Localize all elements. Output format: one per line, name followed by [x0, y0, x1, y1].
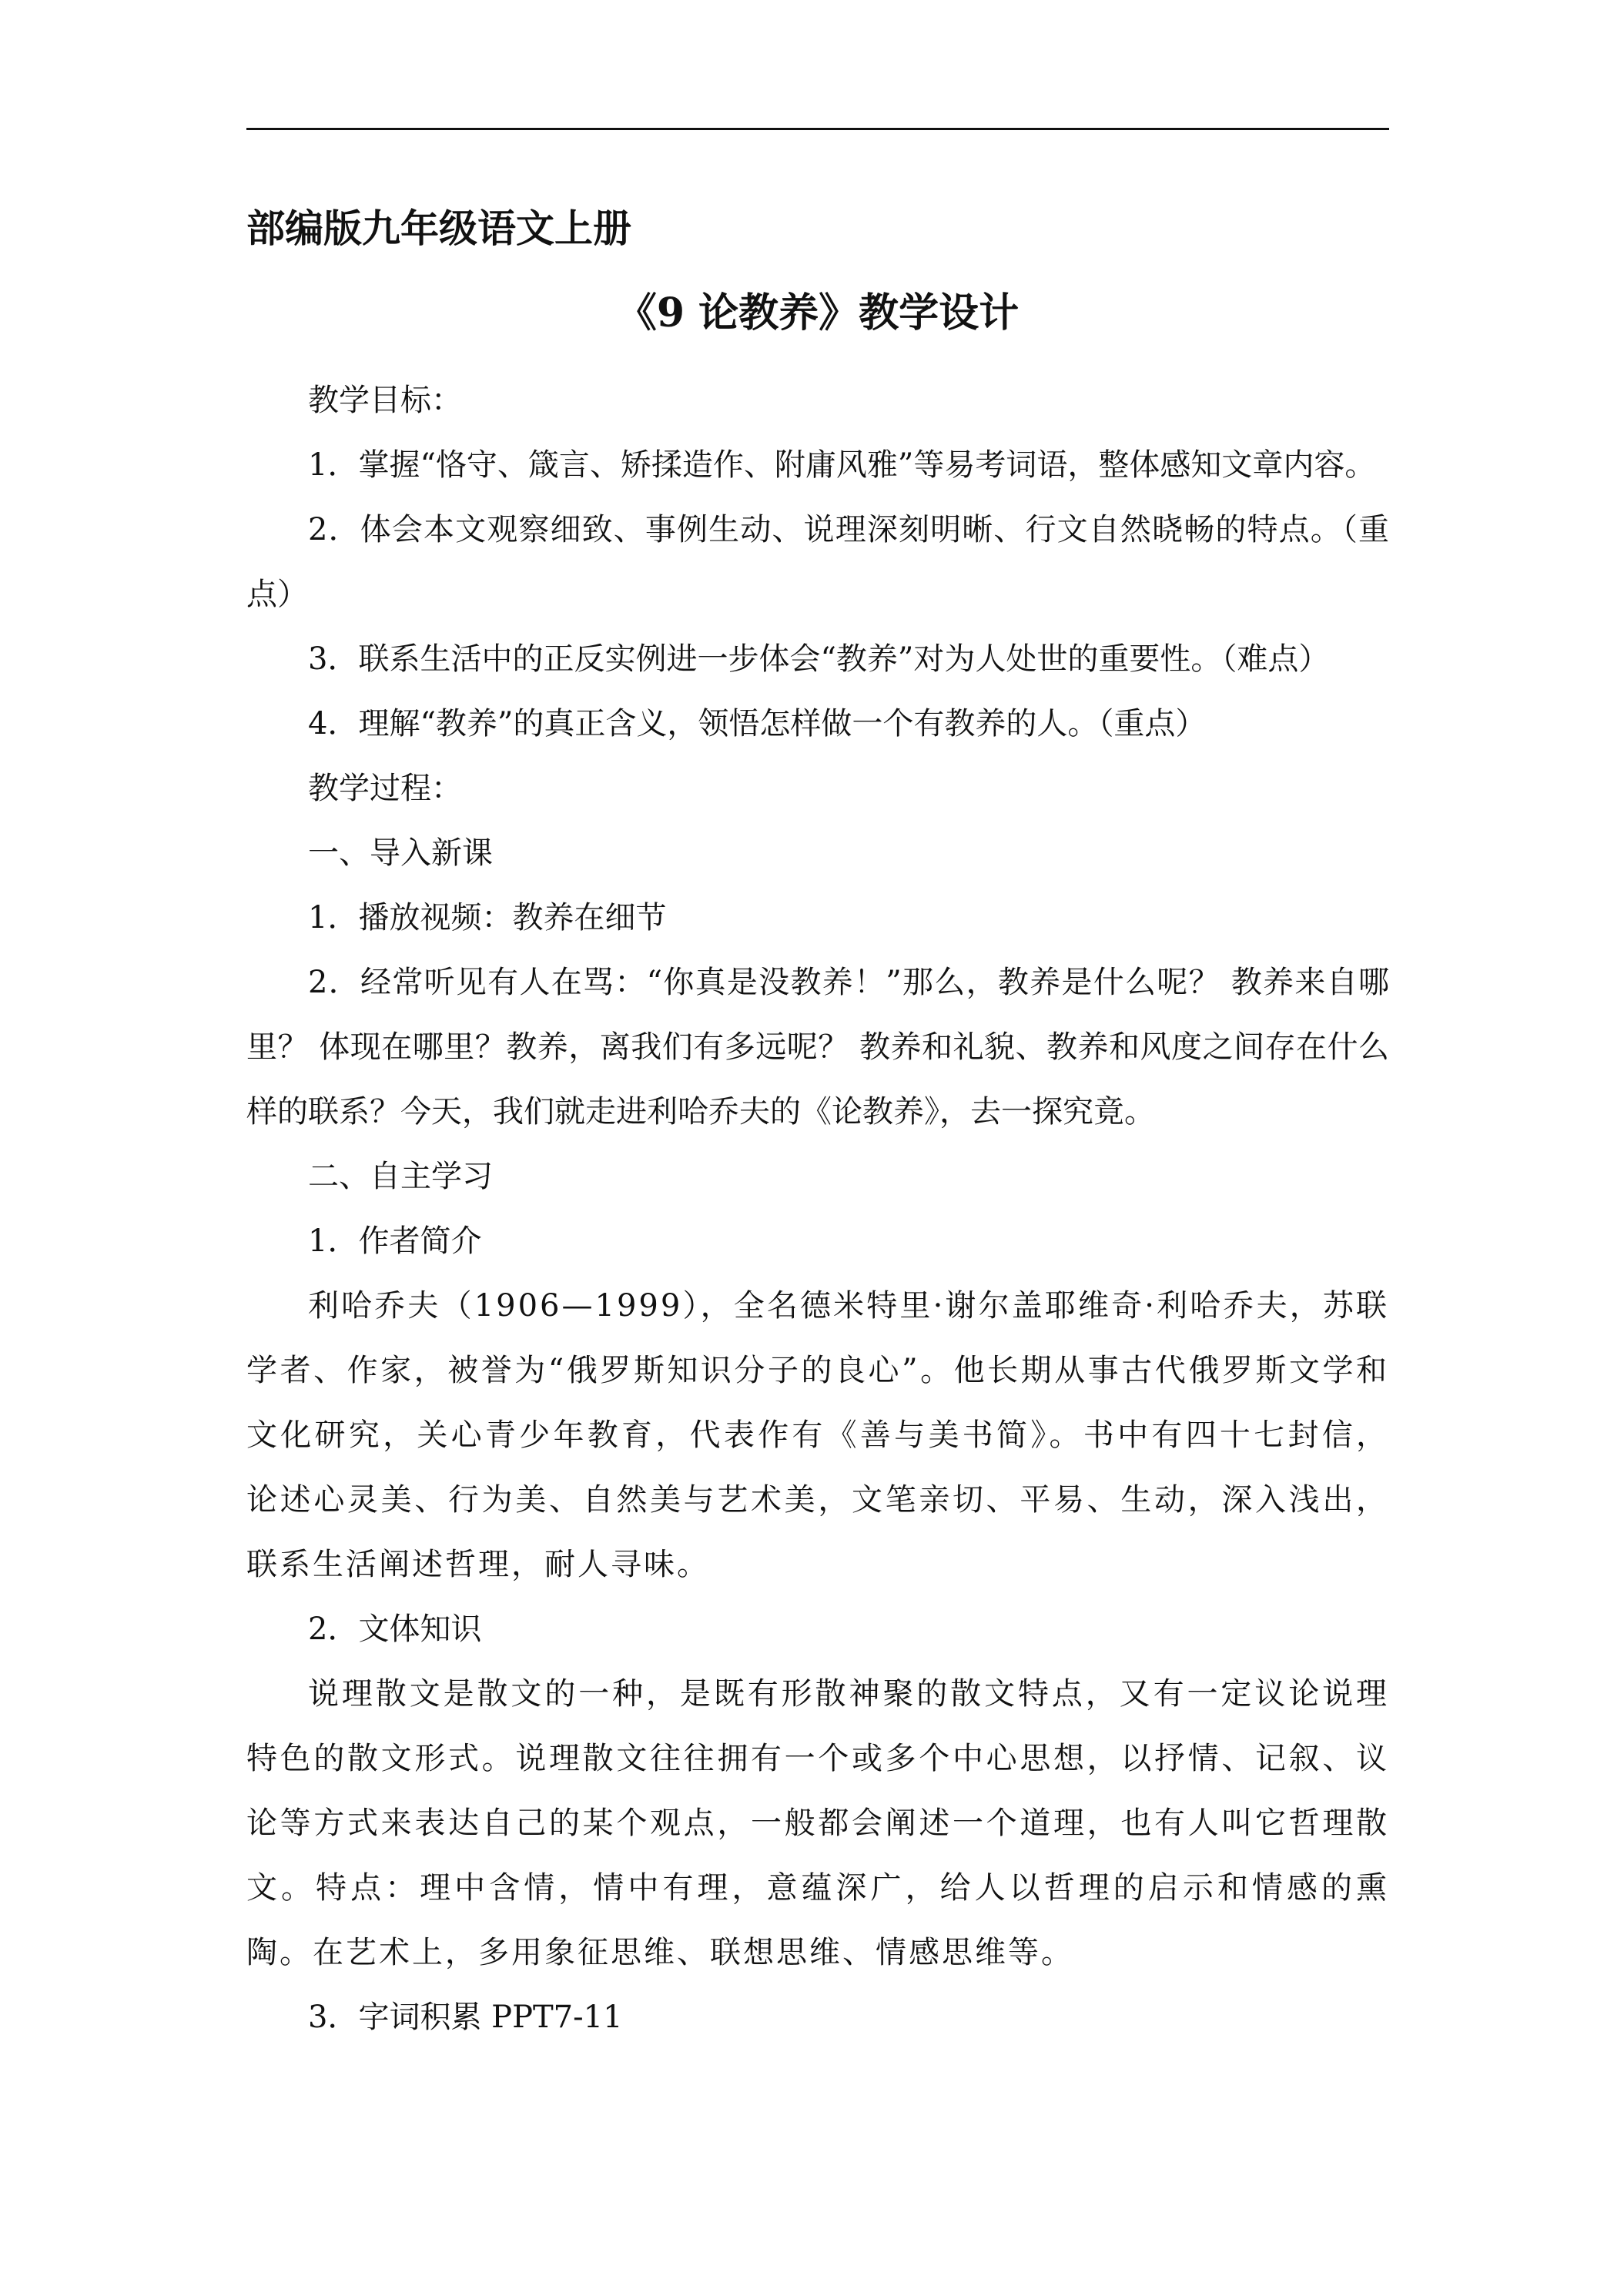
header-rule: [246, 128, 1389, 130]
section-1-heading: 一、导入新课: [308, 835, 493, 871]
objective-2: 2．体会本文观察细致、事例生动、说理深刻明晰、行文自然晓畅的特点。（重点）: [246, 512, 1389, 612]
intro-item-2: 2．经常听见有人在骂：“你真是没教养！”那么，教养是什么呢？ 教养来自哪里？ 体现在哪里？教养，离我们有多远呢？ 教养和礼貌、教养和风度之间存在什么样的联系？今天，我们就走进利哈乔夫的《论教养》，去一探究竟。: [246, 965, 1389, 1130]
author-bio: 利哈乔夫（1906—1999），全名德米特里·谢尔盖耶维奇·利哈乔夫，苏联学者、作家，被誉为“俄罗斯知识分子的良心”。他长期从事古代俄罗斯文学和文化研究，关心青少年教育，代表作有《善与美书简》。书中有四十七封信，论述心灵美、行为美、自然美与艺术美，文笔亲切、平易、生动，深入浅出，联系生活阐述哲理，耐人寻味。: [246, 1288, 1389, 1582]
intro-item-1: 1．播放视频：教养在细节: [308, 900, 667, 935]
objectives-heading: 教学目标：: [308, 383, 462, 418]
objective-4: 4．理解“教养”的真正含义，领悟怎样做一个有教养的人。（重点）: [308, 706, 1207, 741]
series-title: 部编版九年级语文上册: [246, 206, 631, 251]
study-item-2: 2．文体知识: [308, 1612, 482, 1647]
genre-text: 说理散文是散文的一种，是既有形散神聚的散文特点，又有一定议论说理特色的散文形式。说理散文往往拥有一个或多个中心思想，以抒情、记叙、议论等方式来表达自己的某个观点，一般都会阐述一个道理，也有人叫它哲理散文。特点：理中含情，情中有理，意蕴深广，给人以哲理的启示和情感的熏陶。在艺术上，多用象征思维、联想思维、情感思维等。: [246, 1676, 1389, 1970]
study-item-1: 1．作者简介: [308, 1223, 482, 1259]
main-title: 《9 论教养》教学设计: [616, 290, 1020, 336]
document-body: [246, 368, 1389, 2050]
section-2-heading: 二、自主学习: [308, 1159, 493, 1194]
objective-3: 3．联系生活中的正反实例进一步体会“教养”对为人处世的重要性。（难点）: [308, 641, 1330, 677]
study-item-3: 3．字词积累 PPT7-11: [308, 2000, 623, 2035]
objective-1: 1．掌握“恪守、箴言、矫揉造作、附庸风雅”等易考词语，整体感知文章内容。: [308, 447, 1376, 483]
process-heading: 教学过程：: [308, 771, 462, 806]
